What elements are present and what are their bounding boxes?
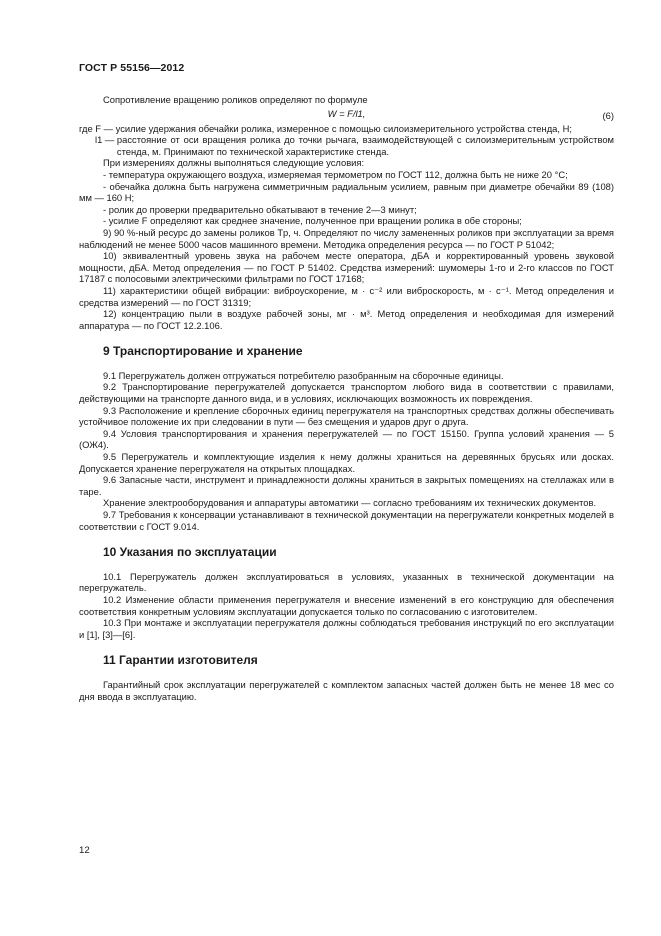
item-12: 12) концентрацию пыли в воздухе рабочей зоны, мг · м³. Метод определения и необходимая для измерений аппаратура — по ГОСТ 12.2.106. <box>79 308 614 331</box>
clause-9-4: 9.4 Условия транспортирования и хранения перегружателей — по ГОСТ 15150. Группа условий хранения — 5 (ОЖ4). <box>79 427 614 451</box>
clause-9-7: 9.7 Требования к консервации устанавливают в технической документации на перегружатели конкретных моделей в соответствии с ГОСТ 9.014. <box>79 509 614 532</box>
formula-row <box>79 106 614 123</box>
clause-9-6: 9.6 Запасные части, инструмент и принадлежности должны храниться в закрытых помещениях на стеллажах или в таре. <box>79 474 614 497</box>
clause-10-3: 10.3 При монтаже и эксплуатации перегружателя должны соблюдаться требования инструкций по его эксплуатации и [1], [3]—[6]. <box>79 617 614 640</box>
page-number: 12 <box>79 845 90 856</box>
clause-9-2: 9.2 Транспортирование перегружателей допускается транспортом любого вида в соответствии с правилами, действующими на транспорте данного вида, и в условиях, исключающих возможность их повреждения. <box>79 381 614 405</box>
section-10-heading: 10 Указания по эксплуатации <box>103 545 277 560</box>
clause-9-1: 9.1 Перегружатель должен отгружаться потребителю разобранным на сборочные единицы. <box>103 369 504 381</box>
formula-lead: Сопротивление вращению роликов определяют по формуле <box>103 94 368 105</box>
formula: W = F/l1, <box>327 107 366 119</box>
item-11: 11) характеристики общей вибрации: виброускорение, м · с⁻² или виброскорость, м · с⁻¹. Метод определения и средства измерений — по ГОСТ 31319; <box>79 284 614 308</box>
condition-4: - усилие F определяют как среднее значение, полученное при вращении ролика в обе стороны; <box>103 215 522 227</box>
conditions-lead: При измерениях должны выполняться следующие условия: <box>103 157 365 169</box>
definition-f-term: где F — <box>79 122 116 134</box>
section-11-heading: 11 Гарантии изготовителя <box>103 653 258 668</box>
definition-l1 <box>79 134 614 157</box>
section-9-heading: 9 Транспортирование и хранение <box>103 344 303 359</box>
formula-number: (6) <box>602 109 614 121</box>
item-10: 10) эквивалентный уровень звука на рабочем месте оператора, дБА и корректированный уровень звуковой мощности, дБА. Метод определения — по ГОСТ Р 51402. Средства измерений: шумомеры 1-го и 2-го классов по ГОСТ 17187 с полосовыми электрическими фильтрами по ГОСТ 17168; <box>79 250 614 285</box>
condition-2: - обечайка должна быть нагружена симметричным радиальным усилием, равным при диаметре обечайки 89 (108) мм — 160 Н; <box>79 180 614 204</box>
document-header: ГОСТ Р 55156—2012 <box>79 62 185 74</box>
clause-9-5: 9.5 Перегружатель и комплектующие изделия к нему должны храниться на деревянных брусьях или досках. Допускается хранение перегружателя на открытых площадках. <box>79 451 614 474</box>
clause-10-1: 10.1 Перегружатель должен эксплуатироваться в условиях, указанных в технической документации на перегружатель. <box>79 570 614 594</box>
definition-f <box>79 123 614 135</box>
clause-9-6-note: Хранение электрооборудования и аппаратуры автоматики — согласно требованиям их технических документов. <box>103 497 597 509</box>
condition-1: - температура окружающего воздуха, измеряемая термометром по ГОСТ 112, должна быть не ниже 20 °С; <box>103 168 568 180</box>
clause-10-2: 10.2 Изменение области применения перегружателя и внесение изменений в его конструкцию для обеспечения соответствия конкретным условиям эксплуатации допускается только по согласованию с изготовителем. <box>79 593 614 617</box>
document-body <box>79 94 614 702</box>
definition-l1-text: расстояние от оси вращения ролика до точки рычага, взаимодействующей с силоизмерительным устройством стенда, м. Принимают по технической характеристике стенда. <box>116 134 614 157</box>
definition-f-text: усилие удержания обечайки ролика, измеренное с помощью силоизмерительного устройства стенда, Н; <box>115 122 572 134</box>
clause-9-3: 9.3 Расположение и крепление сборочных единиц перегружателя на транспортных средствах должны обеспечивать устойчивое положение их при следовании в пути — без смещения и ударов друг о друга. <box>79 404 614 428</box>
definition-l1-term: l1 — <box>95 134 117 146</box>
condition-3: - ролик до проверки предварительно обкатывают в течение 2—3 минут; <box>103 203 417 215</box>
clause-11-1: Гарантийный срок эксплуатации перегружателей с комплектом запасных частей должен быть не менее 18 мес со дня ввода в эксплуатацию. <box>79 678 614 702</box>
item-9: 9) 90 %-ный ресурс до замены роликов Tр, ч. Определяют по числу замененных роликов при эксплуатации за время наблюдений не менее 5000 часов машинного времени. Методика определения ресурса — по ГОСТ Р 51042; <box>79 226 614 250</box>
